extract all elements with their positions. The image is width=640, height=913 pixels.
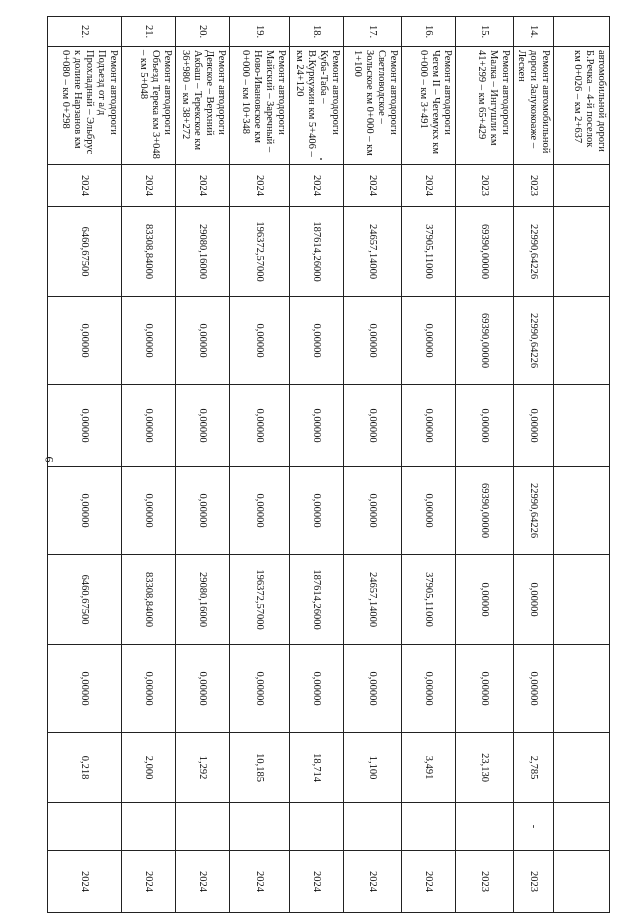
value-cell: 6460,67500 xyxy=(48,207,122,297)
value-cell xyxy=(554,733,610,803)
value-cell: 0,00000 xyxy=(290,645,344,733)
value-cell: 37905,11000 xyxy=(402,555,456,645)
value-cell: 0,00000 xyxy=(122,467,176,555)
value-cell: 0,00000 xyxy=(230,645,290,733)
value-cell: 24657,14000 xyxy=(344,207,402,297)
value-cell xyxy=(48,803,122,851)
value-cell xyxy=(402,803,456,851)
value-cell xyxy=(554,207,610,297)
value-cell: 0,00000 xyxy=(230,297,290,385)
value-cell: 0,00000 xyxy=(122,385,176,467)
table-row xyxy=(402,17,456,913)
year-cell xyxy=(554,165,610,207)
road-name-cell: Ремонт автодороги Малка – Ингушли км 41+299 – км 65+429 xyxy=(456,47,514,165)
value-cell: 24657,14000 xyxy=(344,555,402,645)
table-row xyxy=(554,17,610,913)
value-cell: 2,785 xyxy=(514,733,554,803)
value-cell: 69390,00000 xyxy=(456,467,514,555)
road-name-cell: Ремонт автодороги Деяское – Верхний Акбаш – Терекское км 36+980 – км 38+272 xyxy=(176,47,230,165)
value-cell: 3,491 xyxy=(402,733,456,803)
value-cell: 1,100 xyxy=(344,733,402,803)
road-name-cell: Ремонт автодороги Майский – Заречный – Ново-Ивановское км 0+000 – км 10+348 xyxy=(230,47,290,165)
value-cell: 0,00000 xyxy=(514,645,554,733)
value-cell: 69390,00000 xyxy=(456,297,514,385)
value-cell: 196372,57000 xyxy=(230,207,290,297)
table-row xyxy=(230,17,290,913)
table-row xyxy=(176,17,230,913)
rotated-table-container xyxy=(60,16,610,892)
road-name-cell: Ремонт автомобильной дороги Залукокоаже – Лескен xyxy=(514,47,554,165)
year-cell: 2024 xyxy=(176,165,230,207)
table-row xyxy=(122,17,176,913)
value-cell: 22990,64226 xyxy=(514,467,554,555)
row-number-cell xyxy=(554,17,610,47)
value-cell xyxy=(554,555,610,645)
value-cell: 2024 xyxy=(290,851,344,913)
value-cell: 2023 xyxy=(514,851,554,913)
value-cell: 37905,11000 xyxy=(402,207,456,297)
value-cell: 0,00000 xyxy=(230,385,290,467)
value-cell: 0,00000 xyxy=(456,385,514,467)
road-name-cell: Ремонт автодороги Светловодское – Зольское км 0+000 – км 1+100 xyxy=(344,47,402,165)
row-number-cell: 22. xyxy=(48,17,122,47)
value-cell xyxy=(456,803,514,851)
value-cell: 0,00000 xyxy=(514,555,554,645)
value-cell: 0,00000 xyxy=(122,297,176,385)
table-row xyxy=(290,17,344,913)
year-cell: 2024 xyxy=(48,165,122,207)
year-cell: 2024 xyxy=(122,165,176,207)
table-row xyxy=(514,17,554,913)
row-number-cell: 14. xyxy=(514,17,554,47)
value-cell: 69390,00000 xyxy=(456,207,514,297)
value-cell: 187614,26000 xyxy=(290,555,344,645)
value-cell xyxy=(554,645,610,733)
value-cell: 0,00000 xyxy=(402,467,456,555)
road-repair-table xyxy=(47,16,610,913)
row-number-cell: 20. xyxy=(176,17,230,47)
value-cell xyxy=(554,467,610,555)
row-number-cell: 19. xyxy=(230,17,290,47)
year-cell: 2024 xyxy=(402,165,456,207)
value-cell xyxy=(554,385,610,467)
value-cell: 0,00000 xyxy=(230,467,290,555)
value-cell: 0,00000 xyxy=(290,467,344,555)
value-cell: 22990,64226 xyxy=(514,207,554,297)
value-cell xyxy=(176,803,230,851)
value-cell: 83308,84000 xyxy=(122,555,176,645)
value-cell xyxy=(122,803,176,851)
year-cell: 2024 xyxy=(230,165,290,207)
value-cell: 0,00000 xyxy=(176,467,230,555)
value-cell: 0,00000 xyxy=(344,645,402,733)
value-cell: 1,292 xyxy=(176,733,230,803)
value-cell: 6460,67500 xyxy=(48,555,122,645)
value-cell: 10,185 xyxy=(230,733,290,803)
value-cell: 0,00000 xyxy=(402,297,456,385)
value-cell: 2024 xyxy=(230,851,290,913)
value-cell xyxy=(554,803,610,851)
row-number-cell: 17. xyxy=(344,17,402,47)
value-cell: 22990,64226 xyxy=(514,297,554,385)
value-cell: 0,00000 xyxy=(456,645,514,733)
table-row xyxy=(456,17,514,913)
value-cell: 196372,57000 xyxy=(230,555,290,645)
value-cell: 2024 xyxy=(48,851,122,913)
road-name-cell: Ремонт автодороги Куба-Таба – В.Куркужин км 5+406 – км 24+120 xyxy=(290,47,344,165)
road-name-cell: Ремонт автодороги Подъезд от а/д Прохладный – Эльбрус к долине Нарзанов км 0+080 – км 0+298 xyxy=(48,47,122,165)
value-cell: 83308,84000 xyxy=(122,207,176,297)
value-cell: 2024 xyxy=(402,851,456,913)
value-cell: 0,00000 xyxy=(514,385,554,467)
year-cell: 2024 xyxy=(290,165,344,207)
road-name-cell: Ремонт автодороги Чегем II – Чегемукх км 0+000 – км 3+491 xyxy=(402,47,456,165)
road-name-cell: Ремонт автодороги Объезд Терека км 3+048 – км 5+048 xyxy=(122,47,176,165)
value-cell: 2023 xyxy=(456,851,514,913)
value-cell: 0,00000 xyxy=(290,385,344,467)
value-cell: 0,00000 xyxy=(176,385,230,467)
value-cell: 29080,16000 xyxy=(176,555,230,645)
road-name-cell: автомобильной дороги Б.Речка – 4-й поселок км 0+026 – км 2+637 xyxy=(554,47,610,165)
value-cell: 0,00000 xyxy=(402,645,456,733)
value-cell xyxy=(344,803,402,851)
value-cell: 0,00000 xyxy=(48,297,122,385)
year-cell: 2024 xyxy=(344,165,402,207)
value-cell: 0,00000 xyxy=(176,297,230,385)
value-cell: 29080,16000 xyxy=(176,207,230,297)
value-cell: 23,130 xyxy=(456,733,514,803)
value-cell xyxy=(290,803,344,851)
value-cell: 0,00000 xyxy=(344,467,402,555)
year-cell: 2023 xyxy=(456,165,514,207)
value-cell: 18,714 xyxy=(290,733,344,803)
value-cell: 0,00000 xyxy=(402,385,456,467)
row-number-cell: 18. xyxy=(290,17,344,47)
value-cell: 0,218 xyxy=(48,733,122,803)
row-number-cell: 16. xyxy=(402,17,456,47)
value-cell xyxy=(230,803,290,851)
value-cell: 2024 xyxy=(344,851,402,913)
value-cell: 0,00000 xyxy=(48,645,122,733)
value-cell: 0,00000 xyxy=(344,385,402,467)
table-row xyxy=(48,17,122,913)
value-cell: 0,00000 xyxy=(176,645,230,733)
value-cell: - xyxy=(514,803,554,851)
value-cell: 0,00000 xyxy=(48,385,122,467)
value-cell: 0,00000 xyxy=(290,297,344,385)
row-number-cell: 15. xyxy=(456,17,514,47)
value-cell: 0,00000 xyxy=(456,555,514,645)
row-number-cell: 21. xyxy=(122,17,176,47)
value-cell: 187614,26000 xyxy=(290,207,344,297)
value-cell: 2024 xyxy=(176,851,230,913)
value-cell: 0,00000 xyxy=(344,297,402,385)
page-number: 6 xyxy=(42,456,57,463)
value-cell xyxy=(554,851,610,913)
table-row xyxy=(344,17,402,913)
value-cell: 2,000 xyxy=(122,733,176,803)
year-cell: 2023 xyxy=(514,165,554,207)
value-cell: 0,00000 xyxy=(122,645,176,733)
value-cell: 2024 xyxy=(122,851,176,913)
value-cell xyxy=(554,297,610,385)
value-cell: 0,00000 xyxy=(48,467,122,555)
